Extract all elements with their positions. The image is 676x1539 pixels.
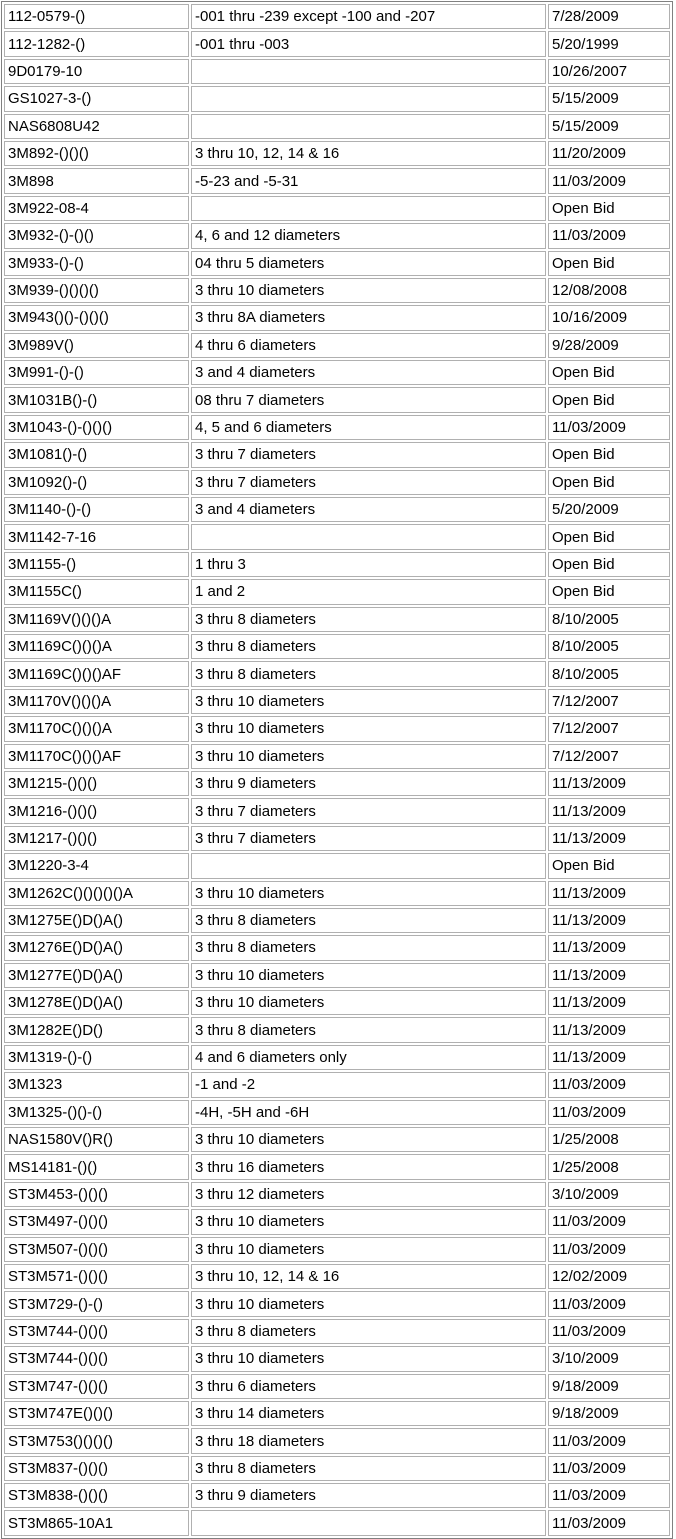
description-cell: 3 thru 10, 12, 14 & 16	[191, 141, 546, 166]
description-cell: 3 thru 7 diameters	[191, 470, 546, 495]
date-cell: 11/03/2009	[548, 1209, 670, 1234]
part-number-cell: 112-0579-()	[4, 4, 189, 29]
date-cell: 11/03/2009	[548, 1456, 670, 1481]
description-cell: 1 thru 3	[191, 552, 546, 577]
part-number-cell: 3M1275E()D()A()	[4, 908, 189, 933]
description-cell: 3 thru 8 diameters	[191, 1319, 546, 1344]
description-cell: 3 thru 10 diameters	[191, 1346, 546, 1371]
description-cell: 3 thru 10 diameters	[191, 1209, 546, 1234]
date-cell: 11/13/2009	[548, 798, 670, 823]
part-number-cell: ST3M753()()()()	[4, 1428, 189, 1453]
description-cell: -5-23 and -5-31	[191, 168, 546, 193]
description-cell: 3 thru 8 diameters	[191, 1017, 546, 1042]
part-number-cell: 3M943()()-()()()	[4, 305, 189, 330]
part-number-cell: ST3M747E()()()	[4, 1401, 189, 1426]
table-row	[4, 1045, 670, 1070]
part-number-cell: 3M1092()-()	[4, 470, 189, 495]
description-cell	[191, 196, 546, 221]
date-cell: Open Bid	[548, 360, 670, 385]
part-number-cell: 3M939-()()()()	[4, 278, 189, 303]
table-row	[4, 881, 670, 906]
date-cell: 3/10/2009	[548, 1182, 670, 1207]
date-cell: Open Bid	[548, 251, 670, 276]
table-row	[4, 607, 670, 632]
part-number-cell: 3M1216-()()()	[4, 798, 189, 823]
table-row	[4, 826, 670, 851]
table-row	[4, 1428, 670, 1453]
table-row	[4, 470, 670, 495]
part-number-cell: 3M1282E()D()	[4, 1017, 189, 1042]
date-cell: Open Bid	[548, 524, 670, 549]
part-number-cell: NAS6808U42	[4, 114, 189, 139]
description-cell	[191, 86, 546, 111]
part-number-cell: NAS1580V()R()	[4, 1127, 189, 1152]
date-cell: 11/13/2009	[548, 990, 670, 1015]
date-cell: 11/03/2009	[548, 1319, 670, 1344]
date-cell: Open Bid	[548, 387, 670, 412]
part-number-cell: ST3M744-()()()	[4, 1346, 189, 1371]
date-cell: 11/13/2009	[548, 1017, 670, 1042]
date-cell: 11/13/2009	[548, 963, 670, 988]
date-cell: 11/13/2009	[548, 935, 670, 960]
description-cell: 4 thru 6 diameters	[191, 333, 546, 358]
description-cell: 3 thru 10 diameters	[191, 1127, 546, 1152]
table-row	[4, 168, 670, 193]
table-row	[4, 1346, 670, 1371]
date-cell: 5/15/2009	[548, 86, 670, 111]
part-number-cell: 3M898	[4, 168, 189, 193]
description-cell: 3 thru 18 diameters	[191, 1428, 546, 1453]
description-cell: 3 thru 8 diameters	[191, 661, 546, 686]
table-row	[4, 661, 670, 686]
part-number-cell: ST3M507-()()()	[4, 1237, 189, 1262]
part-number-cell: 3M922-08-4	[4, 196, 189, 221]
table-row	[4, 963, 670, 988]
description-cell: 08 thru 7 diameters	[191, 387, 546, 412]
part-number-cell: 3M991-()-()	[4, 360, 189, 385]
table-row	[4, 1374, 670, 1399]
description-cell: -1 and -2	[191, 1072, 546, 1097]
table-row	[4, 1017, 670, 1042]
part-number-cell: 3M1169C()()()A	[4, 634, 189, 659]
description-cell: 3 and 4 diameters	[191, 497, 546, 522]
part-number-cell: 3M1220-3-4	[4, 853, 189, 878]
table-row	[4, 1237, 670, 1262]
table-row	[4, 251, 670, 276]
description-cell: 3 thru 10 diameters	[191, 689, 546, 714]
description-cell: 3 thru 10 diameters	[191, 963, 546, 988]
table-row	[4, 4, 670, 29]
table-row	[4, 1209, 670, 1234]
date-cell: 11/03/2009	[548, 168, 670, 193]
table-row	[4, 86, 670, 111]
part-number-cell: ST3M837-()()()	[4, 1456, 189, 1481]
part-number-cell: MS14181-()()	[4, 1154, 189, 1179]
table-row	[4, 853, 670, 878]
date-cell: 10/16/2009	[548, 305, 670, 330]
date-cell: 7/28/2009	[548, 4, 670, 29]
date-cell: Open Bid	[548, 579, 670, 604]
table-row	[4, 908, 670, 933]
part-number-cell: 3M1217-()()()	[4, 826, 189, 851]
part-number-cell: 3M1319-()-()	[4, 1045, 189, 1070]
description-cell: 1 and 2	[191, 579, 546, 604]
part-number-cell: 3M1323	[4, 1072, 189, 1097]
table-row	[4, 579, 670, 604]
date-cell: Open Bid	[548, 470, 670, 495]
description-cell: 4, 5 and 6 diameters	[191, 415, 546, 440]
description-cell: 3 thru 10 diameters	[191, 881, 546, 906]
description-cell: 3 thru 8 diameters	[191, 634, 546, 659]
description-cell: 3 thru 8 diameters	[191, 607, 546, 632]
description-cell: 3 thru 8A diameters	[191, 305, 546, 330]
date-cell: 8/10/2005	[548, 661, 670, 686]
description-cell: 4, 6 and 12 diameters	[191, 223, 546, 248]
table-row	[4, 305, 670, 330]
table-row	[4, 415, 670, 440]
part-number-cell: 3M1155-()	[4, 552, 189, 577]
table-row	[4, 1510, 670, 1535]
part-number-cell: ST3M729-()-()	[4, 1291, 189, 1316]
description-cell: 3 thru 12 diameters	[191, 1182, 546, 1207]
date-cell: 11/03/2009	[548, 1510, 670, 1535]
date-cell: 11/13/2009	[548, 1045, 670, 1070]
table-row	[4, 333, 670, 358]
description-cell: 4 and 6 diameters only	[191, 1045, 546, 1070]
table-row	[4, 1264, 670, 1289]
table-row	[4, 278, 670, 303]
table-row	[4, 1456, 670, 1481]
part-number-cell: 3M932-()-()()	[4, 223, 189, 248]
part-number-cell: 3M1170C()()()AF	[4, 744, 189, 769]
part-number-cell: GS1027-3-()	[4, 86, 189, 111]
part-number-cell: ST3M497-()()()	[4, 1209, 189, 1234]
date-cell: Open Bid	[548, 442, 670, 467]
date-cell: 11/03/2009	[548, 1072, 670, 1097]
table-row	[4, 196, 670, 221]
description-cell: 3 thru 10, 12, 14 & 16	[191, 1264, 546, 1289]
part-number-cell: ST3M571-()()()	[4, 1264, 189, 1289]
date-cell: 11/03/2009	[548, 415, 670, 440]
description-cell: 3 thru 7 diameters	[191, 798, 546, 823]
date-cell: 11/03/2009	[548, 1483, 670, 1508]
date-cell: 8/10/2005	[548, 607, 670, 632]
date-cell: 11/13/2009	[548, 881, 670, 906]
description-cell: -001 thru -003	[191, 31, 546, 56]
table-row	[4, 634, 670, 659]
part-number-cell: ST3M744-()()()	[4, 1319, 189, 1344]
part-number-cell: ST3M865-10A1	[4, 1510, 189, 1535]
date-cell: 11/03/2009	[548, 1291, 670, 1316]
date-cell: 11/13/2009	[548, 826, 670, 851]
table-row	[4, 1154, 670, 1179]
table-row	[4, 1072, 670, 1097]
date-cell: Open Bid	[548, 552, 670, 577]
table-row	[4, 59, 670, 84]
table-row	[4, 771, 670, 796]
part-number-cell: 3M1155C()	[4, 579, 189, 604]
part-number-cell: 3M1169C()()()AF	[4, 661, 189, 686]
date-cell: 11/13/2009	[548, 771, 670, 796]
description-cell: 3 thru 10 diameters	[191, 278, 546, 303]
table-row	[4, 1100, 670, 1125]
description-cell: 3 thru 6 diameters	[191, 1374, 546, 1399]
table-row	[4, 935, 670, 960]
part-number-cell: 112-1282-()	[4, 31, 189, 56]
description-cell: -4H, -5H and -6H	[191, 1100, 546, 1125]
description-cell: 3 thru 7 diameters	[191, 442, 546, 467]
date-cell: 8/10/2005	[548, 634, 670, 659]
date-cell: 5/20/1999	[548, 31, 670, 56]
part-number-cell: ST3M453-()()()	[4, 1182, 189, 1207]
description-cell	[191, 524, 546, 549]
date-cell: Open Bid	[548, 196, 670, 221]
table-row	[4, 524, 670, 549]
table-row	[4, 1291, 670, 1316]
date-cell: Open Bid	[548, 853, 670, 878]
part-number-cell: 3M1170C()()()A	[4, 716, 189, 741]
description-cell: 3 thru 10 diameters	[191, 716, 546, 741]
table-row	[4, 31, 670, 56]
part-number-cell: 3M1081()-()	[4, 442, 189, 467]
description-cell: 3 thru 10 diameters	[191, 1237, 546, 1262]
table-row	[4, 1401, 670, 1426]
table-row	[4, 360, 670, 385]
table-row	[4, 1319, 670, 1344]
date-cell: 11/03/2009	[548, 1237, 670, 1262]
date-cell: 7/12/2007	[548, 689, 670, 714]
date-cell: 9/28/2009	[548, 333, 670, 358]
description-cell	[191, 853, 546, 878]
part-number-cell: 3M1276E()D()A()	[4, 935, 189, 960]
description-cell: 3 thru 10 diameters	[191, 744, 546, 769]
part-number-cell: 3M1278E()D()A()	[4, 990, 189, 1015]
part-number-cell: 9D0179-10	[4, 59, 189, 84]
description-cell	[191, 59, 546, 84]
part-number-cell: ST3M747-()()()	[4, 1374, 189, 1399]
description-cell: 3 thru 8 diameters	[191, 935, 546, 960]
description-cell: 3 thru 9 diameters	[191, 1483, 546, 1508]
description-cell: 04 thru 5 diameters	[191, 251, 546, 276]
description-cell: 3 thru 10 diameters	[191, 990, 546, 1015]
date-cell: 3/10/2009	[548, 1346, 670, 1371]
part-number-cell: 3M1262C()()()()()A	[4, 881, 189, 906]
part-number-cell: 3M933-()-()	[4, 251, 189, 276]
date-cell: 11/13/2009	[548, 908, 670, 933]
date-cell: 11/03/2009	[548, 223, 670, 248]
date-cell: 11/03/2009	[548, 1100, 670, 1125]
description-cell: 3 thru 9 diameters	[191, 771, 546, 796]
date-cell: 5/20/2009	[548, 497, 670, 522]
table-row	[4, 1182, 670, 1207]
part-number-cell: 3M1215-()()()	[4, 771, 189, 796]
table-row	[4, 798, 670, 823]
description-cell: 3 thru 8 diameters	[191, 1456, 546, 1481]
description-cell: 3 and 4 diameters	[191, 360, 546, 385]
description-cell: 3 thru 16 diameters	[191, 1154, 546, 1179]
table-row	[4, 744, 670, 769]
part-number-cell: 3M1277E()D()A()	[4, 963, 189, 988]
part-number-cell: 3M1043-()-()()()	[4, 415, 189, 440]
part-number-cell: 3M1140-()-()	[4, 497, 189, 522]
part-number-cell: 3M1142-7-16	[4, 524, 189, 549]
part-number-cell: 3M1170V()()()A	[4, 689, 189, 714]
date-cell: 12/08/2008	[548, 278, 670, 303]
date-cell: 11/03/2009	[548, 1428, 670, 1453]
table-row	[4, 114, 670, 139]
part-number-cell: 3M989V()	[4, 333, 189, 358]
table-row	[4, 990, 670, 1015]
table-row	[4, 552, 670, 577]
description-cell: 3 thru 7 diameters	[191, 826, 546, 851]
part-number-cell: 3M892-()()()	[4, 141, 189, 166]
table-row	[4, 442, 670, 467]
table-row	[4, 223, 670, 248]
parts-table	[1, 1, 673, 1539]
description-cell: 3 thru 8 diameters	[191, 908, 546, 933]
description-cell: 3 thru 14 diameters	[191, 1401, 546, 1426]
part-number-cell: ST3M838-()()()	[4, 1483, 189, 1508]
part-number-cell: 3M1169V()()()A	[4, 607, 189, 632]
date-cell: 7/12/2007	[548, 716, 670, 741]
table-row	[4, 1127, 670, 1152]
table-row	[4, 141, 670, 166]
date-cell: 7/12/2007	[548, 744, 670, 769]
date-cell: 9/18/2009	[548, 1401, 670, 1426]
part-number-cell: 3M1031B()-()	[4, 387, 189, 412]
table-row	[4, 387, 670, 412]
parts-table-body	[4, 4, 670, 1536]
table-row	[4, 716, 670, 741]
date-cell: 1/25/2008	[548, 1127, 670, 1152]
description-cell: 3 thru 10 diameters	[191, 1291, 546, 1316]
date-cell: 1/25/2008	[548, 1154, 670, 1179]
date-cell: 5/15/2009	[548, 114, 670, 139]
date-cell: 12/02/2009	[548, 1264, 670, 1289]
part-number-cell: 3M1325-()()-()	[4, 1100, 189, 1125]
table-row	[4, 1483, 670, 1508]
description-cell	[191, 114, 546, 139]
table-row	[4, 497, 670, 522]
description-cell	[191, 1510, 546, 1535]
description-cell: -001 thru -239 except -100 and -207	[191, 4, 546, 29]
table-row	[4, 689, 670, 714]
date-cell: 9/18/2009	[548, 1374, 670, 1399]
date-cell: 11/20/2009	[548, 141, 670, 166]
date-cell: 10/26/2007	[548, 59, 670, 84]
